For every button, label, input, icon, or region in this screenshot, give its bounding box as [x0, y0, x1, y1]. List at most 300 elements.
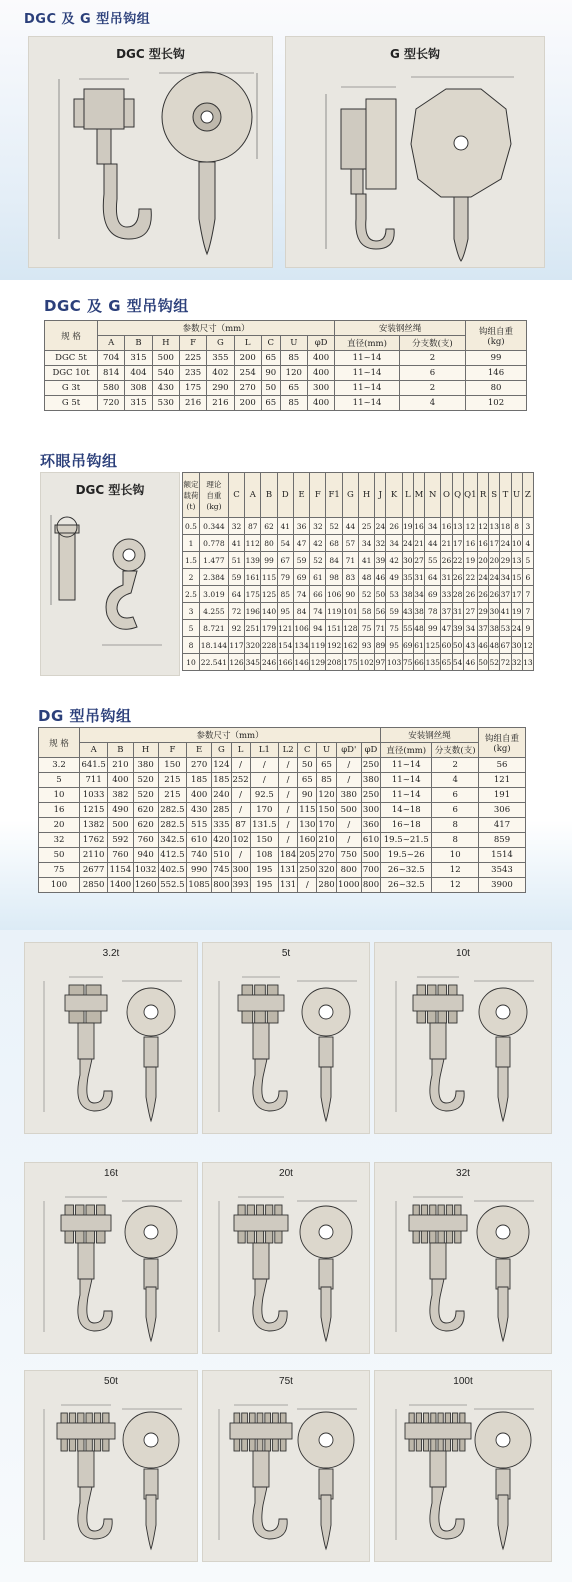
table-cell: 16	[39, 803, 80, 818]
table-cell: 121	[277, 620, 293, 637]
hook-drawing-wrapper	[209, 1187, 363, 1347]
column-header: U	[317, 743, 336, 758]
table-cell: 0.5	[183, 518, 200, 535]
hook-thumbnail-32t	[374, 1162, 552, 1354]
table-cell: 74	[310, 603, 326, 620]
table-cell: 400	[307, 351, 334, 366]
section1-title: DGC 及 G 型吊钩组	[24, 12, 151, 27]
table-cell: 52	[489, 654, 500, 671]
table-cell: DGC 10t	[45, 366, 98, 381]
table-cell: 8	[432, 833, 479, 848]
hook-thumbnail-5t	[202, 942, 370, 1134]
table-cell: 711	[80, 773, 108, 788]
table-cell: 500	[336, 803, 361, 818]
table-cell: 43	[402, 603, 413, 620]
table-cell: 1085	[187, 878, 212, 893]
table-cell: 19	[402, 518, 413, 535]
table-cell: 49	[386, 569, 402, 586]
table-cell: 94	[310, 620, 326, 637]
table-cell: 162	[342, 637, 358, 654]
table-cell: /	[278, 758, 297, 773]
table-cell: /	[231, 758, 250, 773]
hook-drawing	[31, 1395, 191, 1555]
table-cell: 31	[413, 569, 424, 586]
weight-unit: (kg)	[487, 336, 505, 347]
rope-header: 安装钢丝绳	[381, 728, 479, 743]
table-row	[183, 654, 534, 671]
table-row	[183, 552, 534, 569]
table-cell: 5	[522, 552, 533, 569]
table-cell: 80	[261, 535, 277, 552]
load-header-line: 额定	[183, 479, 199, 489]
table-cell: 67	[277, 552, 293, 569]
table-cell: 2110	[80, 848, 108, 863]
column-header: O	[441, 473, 452, 518]
table-cell: 18	[500, 518, 511, 535]
table-cell: 34	[359, 535, 375, 552]
table-cell: 13	[489, 518, 500, 535]
column-header: φD'	[336, 743, 361, 758]
table-cell: 345	[245, 654, 261, 671]
table-cell: 48	[413, 620, 424, 637]
table-cell: 210	[108, 758, 133, 773]
table-row	[183, 637, 534, 654]
table-cell: 620	[133, 803, 158, 818]
table-cell: /	[278, 773, 297, 788]
table-cell: 72	[500, 654, 511, 671]
table-cell: 2.384	[199, 569, 228, 586]
ring-eye-hook-drawing	[47, 505, 175, 670]
table-cell: 580	[98, 381, 125, 396]
table-cell: 5	[39, 773, 80, 788]
thumbnail-label: 100t	[453, 1376, 473, 1387]
table-cell: 93	[359, 637, 375, 654]
column-header: A	[98, 336, 125, 351]
column-header: U	[511, 473, 522, 518]
table-cell: 552.5	[158, 878, 186, 893]
table-cell: /	[336, 773, 361, 788]
table-cell: 250	[298, 863, 317, 878]
table-cell: 250	[361, 788, 380, 803]
table-cell: 99	[466, 351, 527, 366]
table-cell: 251	[245, 620, 261, 637]
table-cell: 13	[452, 518, 463, 535]
table-cell: /	[278, 788, 297, 803]
table-cell: 704	[98, 351, 125, 366]
table-cell: 208	[326, 654, 342, 671]
column-header: 分支数(支)	[399, 336, 465, 351]
table-cell: 215	[158, 773, 186, 788]
table-cell: 500	[108, 818, 133, 833]
table-cell: 98	[326, 569, 342, 586]
table-cell: 57	[342, 535, 358, 552]
table-cell: 11~14	[335, 396, 400, 411]
hook-thumbnail-10t	[374, 942, 552, 1134]
table-cell: 24	[500, 535, 511, 552]
table-cell: 99	[261, 552, 277, 569]
table-cell: 1032	[133, 863, 158, 878]
table-cell: 16~18	[381, 818, 432, 833]
table-cell: 175	[245, 586, 261, 603]
table-cell: 55	[402, 620, 413, 637]
table-cell: 44	[342, 518, 358, 535]
table-cell: 592	[108, 833, 133, 848]
table-cell: 4	[432, 773, 479, 788]
weight-header	[466, 321, 527, 351]
table-cell: 1033	[80, 788, 108, 803]
table-cell: 125	[425, 637, 441, 654]
table-cell: 48	[489, 637, 500, 654]
table-cell: 740	[187, 848, 212, 863]
table-cell: 510	[212, 848, 231, 863]
column-header: C	[261, 336, 280, 351]
column-header: H	[133, 743, 158, 758]
table-cell: 300	[361, 803, 380, 818]
table-cell: 67	[500, 637, 511, 654]
table-cell: 342.5	[158, 833, 186, 848]
table-cell: 38	[413, 603, 424, 620]
table-cell: 216	[179, 396, 206, 411]
table-row	[39, 803, 526, 818]
table-cell: 39	[375, 552, 386, 569]
table-row	[39, 833, 526, 848]
table-cell: 2	[399, 351, 465, 366]
table-cell: 3.2	[39, 758, 80, 773]
table-cell: 32	[375, 535, 386, 552]
rope-header: 安装钢丝绳	[335, 321, 466, 336]
table-row	[39, 773, 526, 788]
hook-drawing	[209, 1395, 363, 1555]
table-cell: 320	[245, 637, 261, 654]
table-cell: 285	[212, 803, 231, 818]
table-cell: 308	[125, 381, 152, 396]
column-header: L	[234, 336, 261, 351]
table-cell: 0.344	[199, 518, 228, 535]
params-header: 参数尺寸（mm）	[98, 321, 335, 336]
table-cell: 125	[261, 586, 277, 603]
table-cell: 160	[298, 833, 317, 848]
dg-spec-table	[38, 727, 526, 893]
table-cell: 54	[277, 535, 293, 552]
table-cell: 26	[463, 586, 477, 603]
table-cell: 32	[228, 518, 244, 535]
table-row	[183, 518, 534, 535]
table-cell: 56	[479, 758, 526, 773]
table-cell: 50	[477, 654, 488, 671]
table-cell: 12	[463, 518, 477, 535]
table-cell: 11~14	[381, 773, 432, 788]
table-cell: 74	[293, 586, 309, 603]
hook-thumbnail-3-2t	[24, 942, 198, 1134]
table-cell: 24	[489, 569, 500, 586]
table-cell: 37	[441, 603, 452, 620]
table-cell: 12	[522, 637, 533, 654]
table-cell: 17	[489, 535, 500, 552]
table-cell: 252	[231, 773, 250, 788]
table-cell: 28	[452, 586, 463, 603]
table-cell: 320	[317, 863, 336, 878]
table-cell: 990	[187, 863, 212, 878]
column-header: D	[277, 473, 293, 518]
table-cell: 32	[39, 833, 80, 848]
table-cell: 814	[98, 366, 125, 381]
table-cell: 146	[466, 366, 527, 381]
hook-thumbnail-16t	[24, 1162, 198, 1354]
table-cell: /	[278, 818, 297, 833]
table-cell: /	[336, 833, 361, 848]
table-cell: 19.5~21.5	[381, 833, 432, 848]
table-cell: 44	[425, 535, 441, 552]
hook-drawing-wrapper	[209, 1395, 363, 1555]
table-cell: 95	[386, 637, 402, 654]
table-cell: 41	[359, 552, 375, 569]
table-cell: 8.721	[199, 620, 228, 637]
table-cell: 46	[477, 637, 488, 654]
table-cell: 131	[278, 878, 297, 893]
thumbnail-label: 20t	[279, 1168, 293, 1179]
table-cell: /	[298, 878, 317, 893]
table-cell: 65	[280, 381, 307, 396]
table-cell: 120	[280, 366, 307, 381]
table-cell: 65	[298, 773, 317, 788]
table-cell: 500	[361, 848, 380, 863]
table-cell: 41	[228, 535, 244, 552]
table-cell: 2	[183, 569, 200, 586]
table-cell: 24	[477, 569, 488, 586]
table-cell: 42	[310, 535, 326, 552]
table-cell: 7	[522, 586, 533, 603]
table-cell: 90	[298, 788, 317, 803]
table-cell: 150	[250, 833, 278, 848]
table-cell: 1382	[80, 818, 108, 833]
table-cell: 134	[293, 637, 309, 654]
column-header: N	[425, 473, 441, 518]
table-cell: 115	[298, 803, 317, 818]
column-header: φD	[361, 743, 380, 758]
table-cell: 185	[187, 773, 212, 788]
thumbnail-label: 32t	[456, 1168, 470, 1179]
table-cell: 355	[207, 351, 234, 366]
table-cell: 90	[342, 586, 358, 603]
ring-eye-spec-table	[182, 472, 534, 671]
table-cell: 26	[441, 552, 452, 569]
table-cell: 9	[522, 620, 533, 637]
table-cell: 61	[310, 569, 326, 586]
params-header: 参数尺寸（mm）	[80, 728, 381, 743]
column-header: C	[298, 743, 317, 758]
table-cell: 170	[250, 803, 278, 818]
load-header-line: 载荷	[183, 490, 199, 500]
table-row	[39, 788, 526, 803]
table-cell: 47	[441, 620, 452, 637]
table-cell: 29	[500, 552, 511, 569]
table-cell: 50	[375, 586, 386, 603]
table-cell: 29	[477, 603, 488, 620]
table-cell: 2	[399, 381, 465, 396]
table-cell: 161	[245, 569, 261, 586]
table-cell: 139	[245, 552, 261, 569]
panel-title: DGC 型长钩	[116, 47, 185, 61]
table-cell: 246	[261, 654, 277, 671]
table-cell: 20	[39, 818, 80, 833]
table-cell: /	[336, 758, 361, 773]
column-header: E	[187, 743, 212, 758]
table-cell: 184	[278, 848, 297, 863]
table-cell: 65	[261, 396, 280, 411]
table-cell: 64	[425, 569, 441, 586]
table-cell: 800	[212, 878, 231, 893]
table-cell: 79	[277, 569, 293, 586]
table-cell: 215	[158, 788, 186, 803]
table-row	[39, 758, 526, 773]
table-cell: 30	[489, 603, 500, 620]
table-cell: 8	[183, 637, 200, 654]
table-row	[45, 351, 527, 366]
weight-label: 钩组自重	[484, 733, 519, 744]
table-cell: 5	[183, 620, 200, 637]
table-cell: 8	[511, 518, 522, 535]
table-cell: /	[231, 848, 250, 863]
table-cell: 760	[108, 848, 133, 863]
table-cell: 18.144	[199, 637, 228, 654]
table-cell: 87	[245, 518, 261, 535]
table-cell: 10	[183, 654, 200, 671]
table-cell: 87	[231, 818, 250, 833]
table-cell: DGC 5t	[45, 351, 98, 366]
table-cell: 641.5	[80, 758, 108, 773]
column-header: A	[80, 743, 108, 758]
table-cell: 33	[441, 586, 452, 603]
table-cell: 400	[187, 788, 212, 803]
table-cell: 515	[187, 818, 212, 833]
column-header: Q1	[463, 473, 477, 518]
table-row	[183, 620, 534, 637]
table-cell: 55	[425, 552, 441, 569]
table-cell: 4	[522, 535, 533, 552]
table-cell: 1400	[108, 878, 133, 893]
table-cell: 34	[425, 518, 441, 535]
table-cell: 300	[307, 381, 334, 396]
table-cell: 46	[375, 569, 386, 586]
table-row	[39, 863, 526, 878]
panel-title: DGC 型长钩	[75, 483, 145, 497]
table-row	[45, 381, 527, 396]
thumbnail-label: 50t	[104, 1376, 118, 1387]
table-cell: 3543	[479, 863, 526, 878]
table-cell: 420	[212, 833, 231, 848]
table-cell: 69	[402, 637, 413, 654]
table-cell: 21	[413, 535, 424, 552]
thumbnail-label: 75t	[279, 1376, 293, 1387]
column-header: Z	[522, 473, 533, 518]
table-cell: 19.5~26	[381, 848, 432, 863]
table-cell: 51	[228, 552, 244, 569]
table-cell: 2.5	[183, 586, 200, 603]
table-cell: 620	[133, 818, 158, 833]
table-row	[39, 878, 526, 893]
table-cell: 11~14	[335, 351, 400, 366]
column-header: B	[108, 743, 133, 758]
weight-label: 钩组自重	[478, 326, 513, 337]
table-cell: 30	[402, 552, 413, 569]
table-cell: 610	[361, 833, 380, 848]
table-cell: 64	[228, 586, 244, 603]
table-cell: 25	[359, 518, 375, 535]
table-cell: /	[336, 818, 361, 833]
table-cell: 216	[207, 396, 234, 411]
ring-eye-hook-panel	[40, 472, 180, 676]
table-cell: 380	[336, 788, 361, 803]
column-header: H	[359, 473, 375, 518]
table-cell: 4.255	[199, 603, 228, 620]
table-cell: 59	[386, 603, 402, 620]
table-cell: 13	[511, 552, 522, 569]
column-header: G	[342, 473, 358, 518]
spec-header: 规 格	[45, 321, 98, 351]
table-cell: 52	[359, 586, 375, 603]
table-cell: 225	[179, 351, 206, 366]
table-cell: 24	[511, 620, 522, 637]
table-cell: 78	[425, 603, 441, 620]
table-cell: 129	[310, 654, 326, 671]
table-cell: 106	[326, 586, 342, 603]
table-cell: 126	[228, 654, 244, 671]
table-cell: 34	[463, 620, 477, 637]
table-row	[183, 586, 534, 603]
table-cell: 30	[511, 637, 522, 654]
table-cell: 48	[359, 569, 375, 586]
table-cell: 282.5	[158, 818, 186, 833]
table-cell: 21	[441, 535, 452, 552]
table-cell: 300	[231, 863, 250, 878]
table-cell: 404	[125, 366, 152, 381]
table-cell: 102	[359, 654, 375, 671]
table-cell: 859	[479, 833, 526, 848]
table-cell: 417	[479, 818, 526, 833]
table-cell: 37	[477, 620, 488, 637]
table-cell: 20	[477, 552, 488, 569]
column-header: B	[261, 473, 277, 518]
table-cell: 34	[386, 535, 402, 552]
table-cell: 41	[277, 518, 293, 535]
table-cell: 315	[125, 351, 152, 366]
dgc-hook-drawing	[39, 69, 264, 264]
table-row	[183, 569, 534, 586]
table-cell: /	[250, 758, 278, 773]
table-row	[45, 366, 527, 381]
table-cell: 52	[326, 518, 342, 535]
table-cell: 175	[342, 654, 358, 671]
table-cell: 19	[511, 603, 522, 620]
column-header: G	[212, 743, 231, 758]
table-cell: 61	[413, 637, 424, 654]
hook-drawing	[31, 967, 191, 1127]
table-cell: 135	[425, 654, 441, 671]
thumbnail-label: 5t	[281, 948, 291, 959]
table-cell: /	[250, 773, 278, 788]
table-cell: 254	[234, 366, 261, 381]
table-cell: 34	[413, 586, 424, 603]
table-cell: 35	[402, 569, 413, 586]
table-cell: 37	[500, 586, 511, 603]
thumbnail-label: 16t	[104, 1168, 118, 1179]
column-header: 直径(mm)	[381, 743, 432, 758]
hook-drawing	[209, 967, 363, 1127]
table-cell: G 5t	[45, 396, 98, 411]
table-cell: 39	[452, 620, 463, 637]
table-cell: 360	[361, 818, 380, 833]
hook-drawing-wrapper	[31, 1395, 191, 1555]
